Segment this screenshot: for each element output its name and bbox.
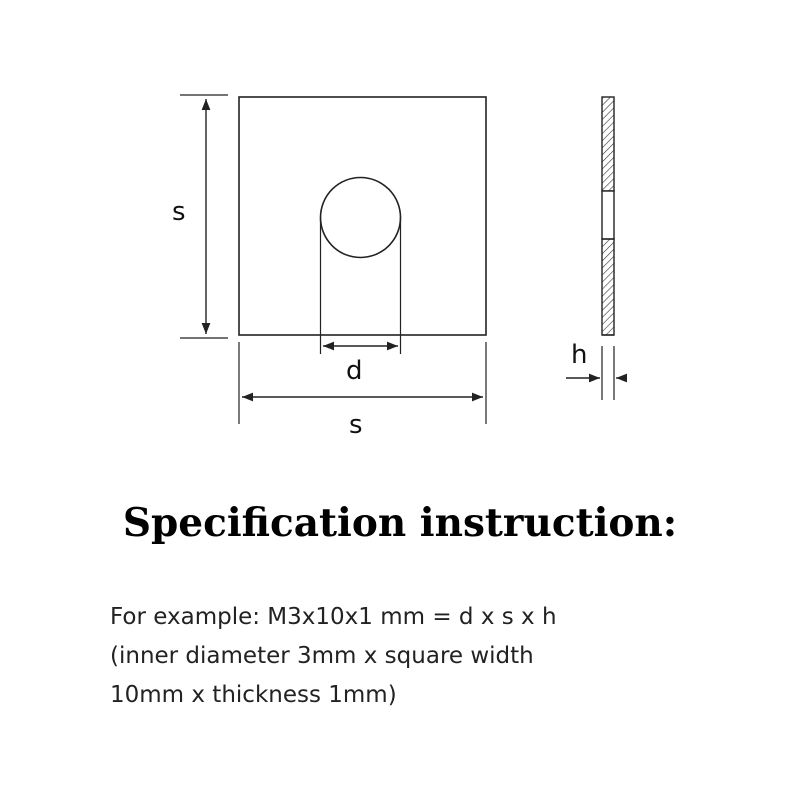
description-line-1: For example: M3x10x1 mm = d x s x h: [110, 604, 557, 630]
washer-square-outline: [239, 97, 486, 335]
washer-hole: [321, 178, 401, 258]
dimension-hole-d: [321, 217, 401, 354]
description-line-3: 10mm x thickness 1mm): [110, 682, 397, 708]
washer-side-section: [602, 97, 614, 335]
label-hole-d: d: [346, 356, 363, 386]
specification-description: [110, 598, 770, 715]
label-thickness-h: h: [571, 340, 588, 370]
description-line-2: (inner diameter 3mm x square width: [110, 643, 534, 669]
dimension-left-s: [180, 95, 228, 338]
page-title: Specification instruction:: [122, 500, 678, 546]
label-side-bottom: s: [349, 410, 363, 440]
label-side-left: s: [172, 197, 186, 227]
